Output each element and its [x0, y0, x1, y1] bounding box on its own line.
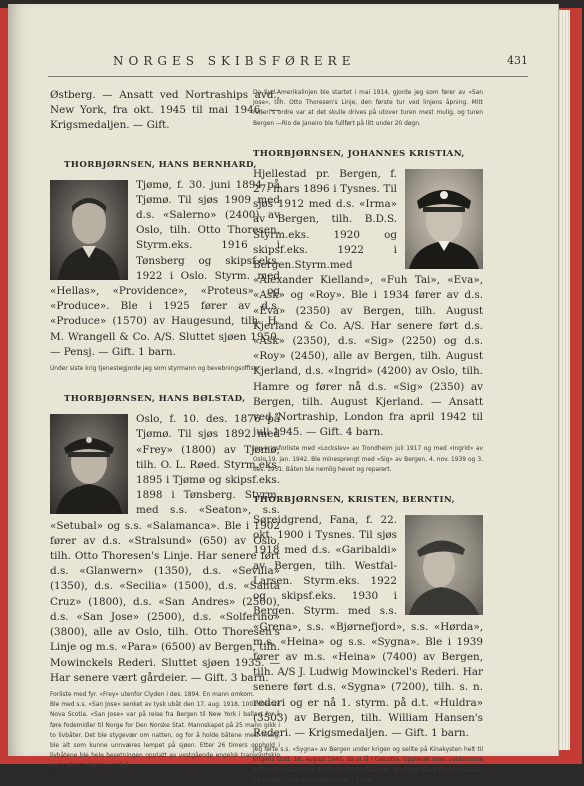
entry-body — [50, 178, 280, 360]
entry-heading: THORBJØRNSEN, HANS BØLSTAD, — [64, 394, 246, 405]
portrait-captain-icon — [405, 515, 483, 615]
left-intro-paragraph: Østberg. — Ansatt ved Nortraships avd., New York, fra okt. 1945 til mai 1946. — Krigsmedaljen. — Gift. — [50, 89, 280, 132]
entry-note: Jeg førte s.s. «Sygna» av Bergen under krigen og seilte på Kinakysten helt til krigens slutt, 16. august 1945, da vi lå i Calcutta. Opplevet noen voldsomme luftbombardementer da vi lå i dokk i Calcutta. Vi skulle være ferdig i dokken på 3 døgn, men ble liggende der i 3 uker. — [253, 747, 483, 784]
portrait-photo — [50, 414, 128, 514]
book-page — [8, 4, 559, 784]
entry-body — [50, 412, 280, 686]
entry-heading: THORBJØRNSEN, HANS BERNHARD, — [64, 159, 257, 170]
entry-text: Tjømø, f. 30. juni 1894 på Tjømø. Til sjøs 1909 med d.s. «Salerno» (2400) av Oslo, tilh. Otto Thoresen. Styrm.eks. 1916 i Tønsberg og skipsf.eks. 1922 i Oslo. Styrm. med «Hellas», «Providence», «Proteus» og «Produce». Ble i 1925 fører av d.s. «Produce» (1570) av Haugesund, tilh. H. M. Wrangell & Co. A/S. Sluttet sjøen 1950. — Pensj. — Gift. 1 barn. — [50, 178, 280, 358]
portrait-photo — [50, 180, 128, 280]
entry-note: Forliste med fyr. «Frey» utenfor Clyden i des. 1894. En mann omkom. Ble med s.s. «San Jose» senket av tysk ubåt den 17. aug. 1918, 100 miles av Nova Scotia. «San Jose» var på reise fra Bergen til New York i ballast for å føre fodemidler til Norge for Den Norske Stat. Mannskapet på 25 mann gikk i to livbåter. Det ble stygevær om natten, og for å holde båtene mest mulig, ble alt som kunne unnværes lempet på sjøen. Etter 26 timers opphold i livbåtene ble hele besetningen opptatt av vestgående engelsk transportskip og landsatt i Boston, U.S.A. — [50, 691, 280, 770]
left-column — [50, 88, 280, 772]
running-title: NORGES SKIBSFØRERE — [113, 54, 356, 68]
portrait-figure-icon — [50, 180, 128, 280]
entry-body — [253, 167, 483, 441]
entry-hans-bolstad — [50, 394, 280, 771]
right-column — [253, 88, 483, 786]
entry-hans-bernhard — [50, 160, 280, 375]
portrait-photo — [405, 169, 483, 269]
entry-note: Jeg krigsforliste med «Lockslev» av Trondheim juli 1917 og med «Ingrid» av Oslo 19. jan. 1942. Ble minesprengt med «Sig» av Bergen, 4. nov. 1939 og 3. des. 1951. Båten ble nemlig hevet og reparert. — [253, 446, 483, 473]
header-rule — [48, 76, 528, 77]
portrait-photo — [405, 515, 483, 615]
entry-text: Hjellestad pr. Bergen, f. 27. mars 1896 i Tysnes. Til sjøs 1912 med d.s. «Irma» av Bergen, tilh. B.D.S. Styrm.eks. 1920 og skipsf.eks. 1922 i Bergen.Styrm.med «Alexander Kielland», «Fuh Tai», «Eva», «Ask» og «Roy». Ble i 1934 fører av d.s. «Eva» (2350) av Bergen, tilh. August Kjerland & Co. A/S. Har senere ført d.s. «Ask» (2350), d.s. «Sig» (2250) og d.s. «Roy» (2450), alle av Bergen, tilh. August Kjerland, d.s. «Ingrid» (4200) av Oslo, tilh. Hamre og fører nå d.s. «Sig» (2350) av Bergen, tilh. August Kjerland. — Ansatt ved Nortraship, London fra april 1942 til juli 1945. — Gift. 4 barn. — [253, 167, 483, 439]
entry-body — [253, 513, 483, 741]
page-number: 431 — [507, 54, 528, 67]
page-header — [8, 54, 558, 70]
entry-text: Oslo, f. 10. des. 1876 på Tjømø. Til sjøs 1892 med «Frey» (1800) av Tjømø, tilh. O. L. Røed. Styrm.eks. 1895 i Tjømø og skipsf.eks. 1898 i Tønsberg. Styrm. med s.s. «Seaton», s.s. «Setubal» og s.s. «Salamanca». Ble i 1902 fører av d.s. «Stralsund» (650) av Oslo, tilh. Otto Thoresen's Linje. Har senere ført d.s. «Glanwern» (1350), d.s. «Sevilla» (1350), d.s. «Secilia» (1500), d.s. «Santa Cruz» (1800), d.s. «San Andres» (2500), d.s. «San Jose» (2500), d.s. «Solferino» (3800), alle av Oslo, tilh. Otto Thoresen's Linje og m.s. «Para» (6500) av Bergen, tilh. Mowinckels Rederi. Sluttet sjøen 1935. — Har senere vært gårdeier. — Gift. 3 barn. — [50, 413, 280, 684]
entry-heading: THORBJØRNSEN, KRISTEN, BERNTIN, — [253, 495, 455, 506]
portrait-captain-icon — [405, 169, 483, 269]
portrait-captain-icon — [50, 414, 128, 514]
entry-heading: THORBJØRNSEN, JOHANNES KRISTIAN, — [253, 148, 465, 159]
entry-text: Søreidgrend, Fana, f. 22. okt. 1900 i Tysnes. Til sjøs 1918 med d.s. «Garibaldi» av Bergen, tilh. Westfal-Larsen. Styrm.eks. 1922 og skipsf.eks. 1930 i Bergen. Styrm. med s.s. «Grena», s.s. «Bjørnefjord», s.s. «Hørda», m.s. «Heina» og s.s. «Sygna». Ble i 1939 fører av m.s. «Heina» (7400) av Bergen, tilh. A/S J. Ludwig Mowinckel's Rederi. Har senere ført d.s. «Sygna» (7200), tilh. s. n. rederi og er nå 1. styrm. på d.t. «Huldra» (3503) av Bergen, tilh. William Hansen's Rederi. — Krigsmedaljen. — Gift. 1 barn. — [253, 514, 483, 739]
entry-kristen-berntin — [253, 495, 483, 786]
entry-johannes-kristian — [253, 149, 483, 475]
entry-note: Under siste krig tjenestegjorde jeg som styrmann og bevebningsoffiser. — [50, 366, 261, 373]
right-intro-note: Da Syd-Amerikalinjen ble startet i mai 1914, gjorde jeg som fører av «San Jose», tilh. Otto Thoresen's Linje, den første tur ved linjens åpning. Mitt rederi's ordre var at det skulle drives på utover turen mest mulig, og turen Bergen —Rio de Janeiro ble fullført på litt under 20 døgn. — [253, 90, 483, 127]
